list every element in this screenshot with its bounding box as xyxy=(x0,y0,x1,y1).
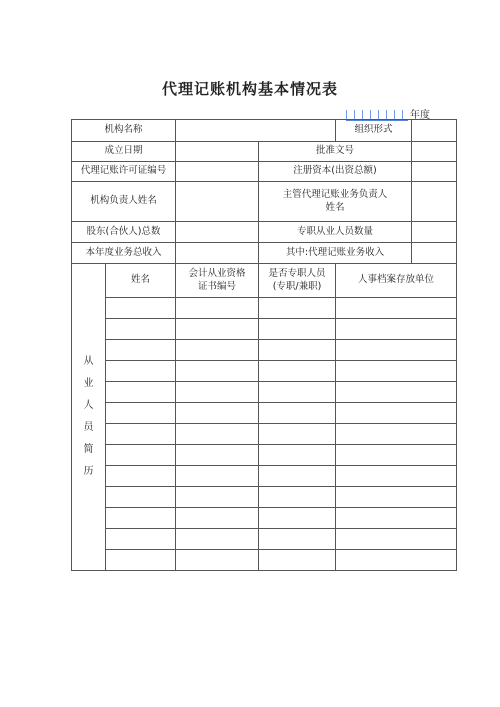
staff-cert-cell[interactable] xyxy=(176,403,259,424)
staff-row xyxy=(72,424,457,445)
staff-fulltime-cell[interactable] xyxy=(259,550,336,571)
staff-row xyxy=(72,550,457,571)
fulltime-count-label: 专职从业人员数量 xyxy=(259,222,412,243)
staff-archive-cell[interactable] xyxy=(336,445,457,466)
staff-name-cell[interactable] xyxy=(106,340,176,361)
staff-cert-cell[interactable] xyxy=(176,529,259,550)
staff-archive-cell[interactable] xyxy=(336,361,457,382)
staff-label-char: 历 xyxy=(83,466,94,477)
shareholders-label: 股东(合伙人)总数 xyxy=(72,222,176,243)
staff-archive-cell[interactable] xyxy=(336,340,457,361)
staff-archive-cell[interactable] xyxy=(336,550,457,571)
staff-name-cell[interactable] xyxy=(106,466,176,487)
staff-fulltime-cell[interactable] xyxy=(259,403,336,424)
staff-label-char: 业 xyxy=(83,378,94,389)
org-name-label: 机构名称 xyxy=(72,120,176,142)
staff-cert-cell[interactable] xyxy=(176,319,259,340)
staff-cert-cell[interactable] xyxy=(176,508,259,529)
staff-name-cell[interactable] xyxy=(106,298,176,319)
basic-info-table xyxy=(71,119,457,571)
staff-cert-cell[interactable] xyxy=(176,424,259,445)
est-date-value[interactable] xyxy=(176,142,259,162)
staff-cert-cell[interactable] xyxy=(176,382,259,403)
staff-name-cell[interactable] xyxy=(106,382,176,403)
staff-archive-cell[interactable] xyxy=(336,403,457,424)
staff-name-cell[interactable] xyxy=(106,550,176,571)
staff-cert-header-line2: 证书编号 xyxy=(197,280,236,292)
staff-row xyxy=(72,361,457,382)
staff-name-cell[interactable] xyxy=(106,361,176,382)
staff-cert-cell[interactable] xyxy=(176,298,259,319)
staff-label-char: 从 xyxy=(83,356,94,367)
staff-cert-cell[interactable] xyxy=(176,550,259,571)
staff-section-label xyxy=(72,264,106,571)
staff-archive-header: 人事档案存放单位 xyxy=(336,264,457,298)
staff-row xyxy=(72,319,457,340)
staff-row xyxy=(72,403,457,424)
staff-cert-cell[interactable] xyxy=(176,487,259,508)
staff-row xyxy=(72,508,457,529)
staff-row xyxy=(72,445,457,466)
staff-archive-cell[interactable] xyxy=(336,298,457,319)
staff-row xyxy=(72,382,457,403)
shareholders-value[interactable] xyxy=(176,222,259,243)
page-title: 代理记账机构基本情况表 xyxy=(161,80,338,98)
row-income xyxy=(72,243,457,264)
supervisor-label-line2: 姓名 xyxy=(325,201,345,213)
supervisor-value[interactable] xyxy=(412,182,457,222)
approval-no-value[interactable] xyxy=(412,142,457,162)
staff-row xyxy=(72,487,457,508)
staff-fulltime-cell[interactable] xyxy=(259,298,336,319)
staff-fulltime-cell[interactable] xyxy=(259,445,336,466)
supervisor-label xyxy=(259,182,412,222)
staff-row xyxy=(72,529,457,550)
staff-fulltime-cell[interactable] xyxy=(259,487,336,508)
principal-name-label: 机构负责人姓名 xyxy=(72,182,176,222)
staff-fulltime-cell[interactable] xyxy=(259,529,336,550)
staff-cert-header-line1: 会计从业资格 xyxy=(188,267,246,279)
approval-no-label: 批准文号 xyxy=(259,142,412,162)
row-principal xyxy=(72,182,457,222)
year-label: 年度 xyxy=(410,110,430,121)
staff-label-char: 人 xyxy=(83,400,94,411)
staff-fulltime-header-line1: 是否专职人员 xyxy=(268,267,326,279)
staff-fulltime-cell[interactable] xyxy=(259,424,336,445)
staff-name-cell[interactable] xyxy=(106,487,176,508)
staff-label-char: 员 xyxy=(83,422,94,433)
staff-name-cell[interactable] xyxy=(106,424,176,445)
staff-row xyxy=(72,340,457,361)
staff-cert-cell[interactable] xyxy=(176,466,259,487)
staff-name-cell[interactable] xyxy=(106,508,176,529)
annual-income-value[interactable] xyxy=(176,243,259,264)
staff-row xyxy=(72,298,457,319)
staff-fulltime-cell[interactable] xyxy=(259,382,336,403)
staff-fulltime-header-line2: (专职/兼职) xyxy=(272,280,322,292)
staff-archive-cell[interactable] xyxy=(336,382,457,403)
org-name-value[interactable] xyxy=(176,120,336,142)
staff-fulltime-cell[interactable] xyxy=(259,508,336,529)
staff-fulltime-header xyxy=(259,264,336,298)
staff-row xyxy=(72,466,457,487)
staff-name-cell[interactable] xyxy=(106,529,176,550)
staff-fulltime-cell[interactable] xyxy=(259,361,336,382)
staff-cert-header xyxy=(176,264,259,298)
principal-name-value[interactable] xyxy=(176,182,259,222)
staff-fulltime-cell[interactable] xyxy=(259,319,336,340)
staff-archive-cell[interactable] xyxy=(336,466,457,487)
license-no-label: 代理记账许可证编号 xyxy=(72,162,176,182)
staff-name-cell[interactable] xyxy=(106,319,176,340)
staff-name-cell[interactable] xyxy=(106,445,176,466)
staff-archive-cell[interactable] xyxy=(336,487,457,508)
staff-cert-cell[interactable] xyxy=(176,445,259,466)
agency-income-label: 其中:代理记账业务收入 xyxy=(259,243,412,264)
staff-cert-cell[interactable] xyxy=(176,361,259,382)
row-shareholders xyxy=(72,222,457,243)
row-org-name xyxy=(72,120,457,142)
staff-fulltime-cell[interactable] xyxy=(259,340,336,361)
annual-income-label: 本年度业务总收入 xyxy=(72,243,176,264)
staff-label-char: 简 xyxy=(83,444,94,455)
fulltime-count-value[interactable] xyxy=(412,222,457,243)
supervisor-label-line1: 主管代理记账业务负责人 xyxy=(282,188,388,200)
row-license xyxy=(72,162,457,182)
reg-capital-label: 注册资本(出资总额) xyxy=(259,162,412,182)
agency-income-value[interactable] xyxy=(412,243,457,264)
staff-fulltime-cell[interactable] xyxy=(259,466,336,487)
staff-archive-cell[interactable] xyxy=(336,529,457,550)
staff-archive-cell[interactable] xyxy=(336,424,457,445)
staff-header-row xyxy=(72,264,457,298)
license-no-value[interactable] xyxy=(176,162,259,182)
staff-archive-cell[interactable] xyxy=(336,508,457,529)
org-form-value[interactable] xyxy=(412,120,457,142)
staff-cert-cell[interactable] xyxy=(176,340,259,361)
staff-name-header: 姓名 xyxy=(106,264,176,298)
staff-archive-cell[interactable] xyxy=(336,319,457,340)
staff-name-cell[interactable] xyxy=(106,403,176,424)
row-est-date xyxy=(72,142,457,162)
reg-capital-value[interactable] xyxy=(412,162,457,182)
org-form-label: 组织形式 xyxy=(336,120,412,142)
est-date-label: 成立日期 xyxy=(72,142,176,162)
